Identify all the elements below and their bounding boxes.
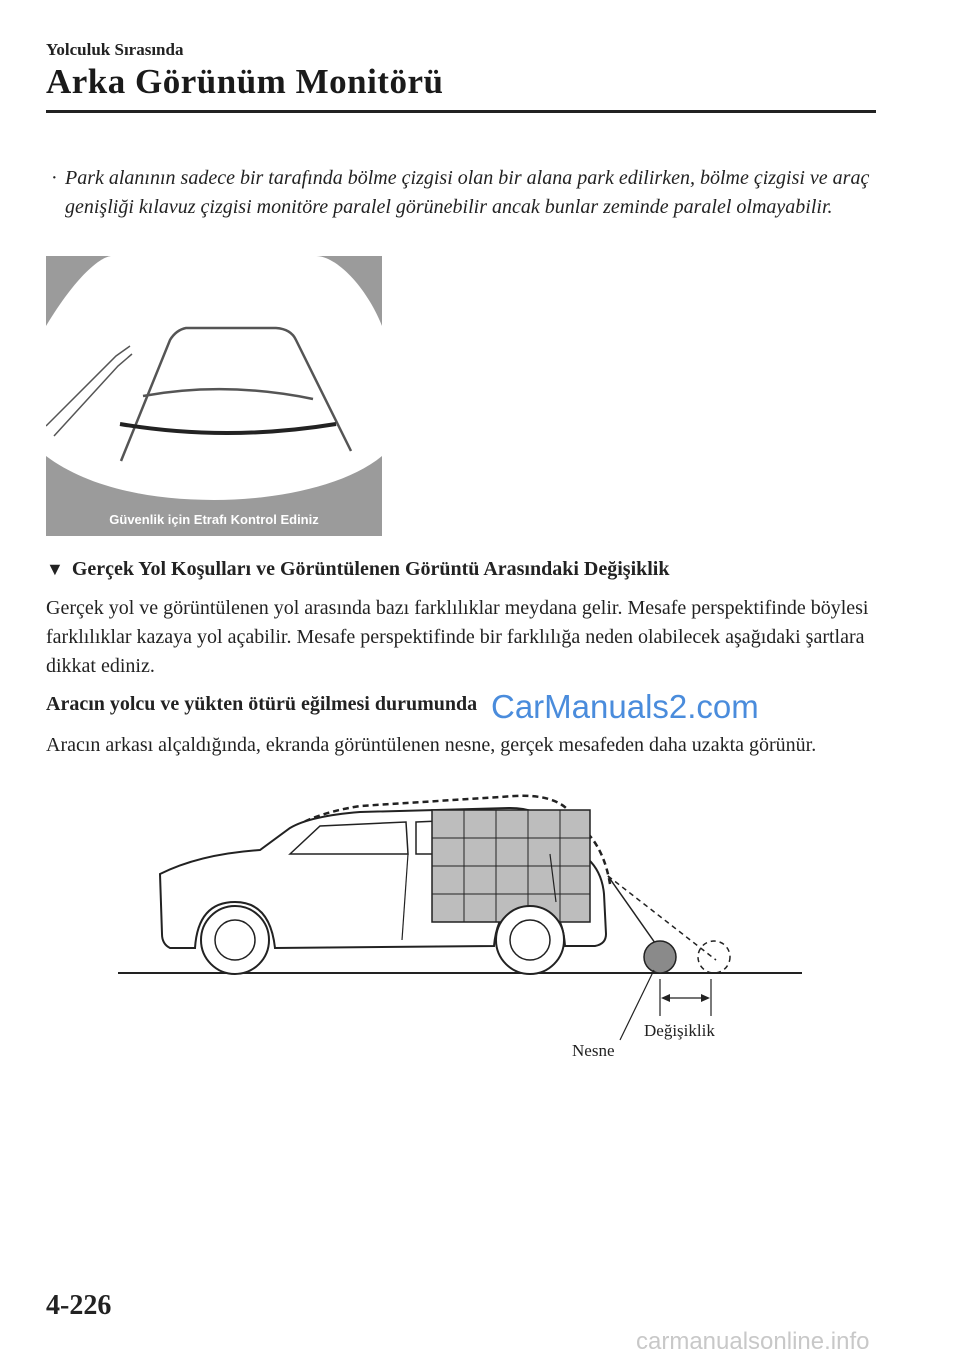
monitor-caption: Güvenlik için Etrafı Kontrol Ediniz — [109, 512, 319, 527]
section-heading — [46, 558, 669, 581]
section-label: Yolculuk Sırasında — [46, 40, 184, 59]
section-paragraph: Gerçek yol ve görüntülenen yol arasında bazı farklılıklar meydana gelir. Mesafe perspektifinde böylesi farklılıklar kazaya yol açabilir. Mesafe perspektifinde bir farklılığa neden olabilecek aşağıdaki şartlara dikkat ediniz. — [46, 597, 869, 677]
rear-monitor-illustration — [46, 256, 382, 536]
title-divider — [46, 110, 876, 113]
watermark-logo: CarManuals2.com — [491, 688, 759, 725]
bullet-note — [46, 164, 876, 222]
label-difference: Değişiklik — [644, 1021, 715, 1040]
page-number: 4-226 — [46, 1290, 112, 1321]
section-heading-text: Gerçek Yol Koşulları ve Görüntülenen Görüntü Arasındaki Değişiklik — [71, 558, 670, 580]
bullet-text: Park alanının sadece bir tarafında bölme çizgisi olan bir alana park edilirken, bölme çizgisi ve araç genişliği kılavuz çizgisi monitöre paralel görünebilir ancak bunlar zeminde paralel olmayabilir. — [65, 167, 870, 218]
bullet-marker: · — [51, 167, 58, 189]
label-object: Nesne — [572, 1041, 615, 1060]
page-title: Arka Görünüm Monitörü — [46, 62, 444, 101]
condition-paragraph: Aracın arkası alçaldığında, ekranda görüntülenen nesne, gerçek mesafeden daha uzakta görünür. — [46, 734, 817, 756]
condition-heading: Aracın yolcu ve yükten ötürü eğilmesi durumunda — [46, 693, 478, 715]
vehicle-tilt-diagram — [110, 784, 810, 1074]
footer-site-watermark: carmanualsonline.info — [636, 1328, 870, 1355]
triangle-marker-icon: ▼ — [46, 559, 64, 579]
